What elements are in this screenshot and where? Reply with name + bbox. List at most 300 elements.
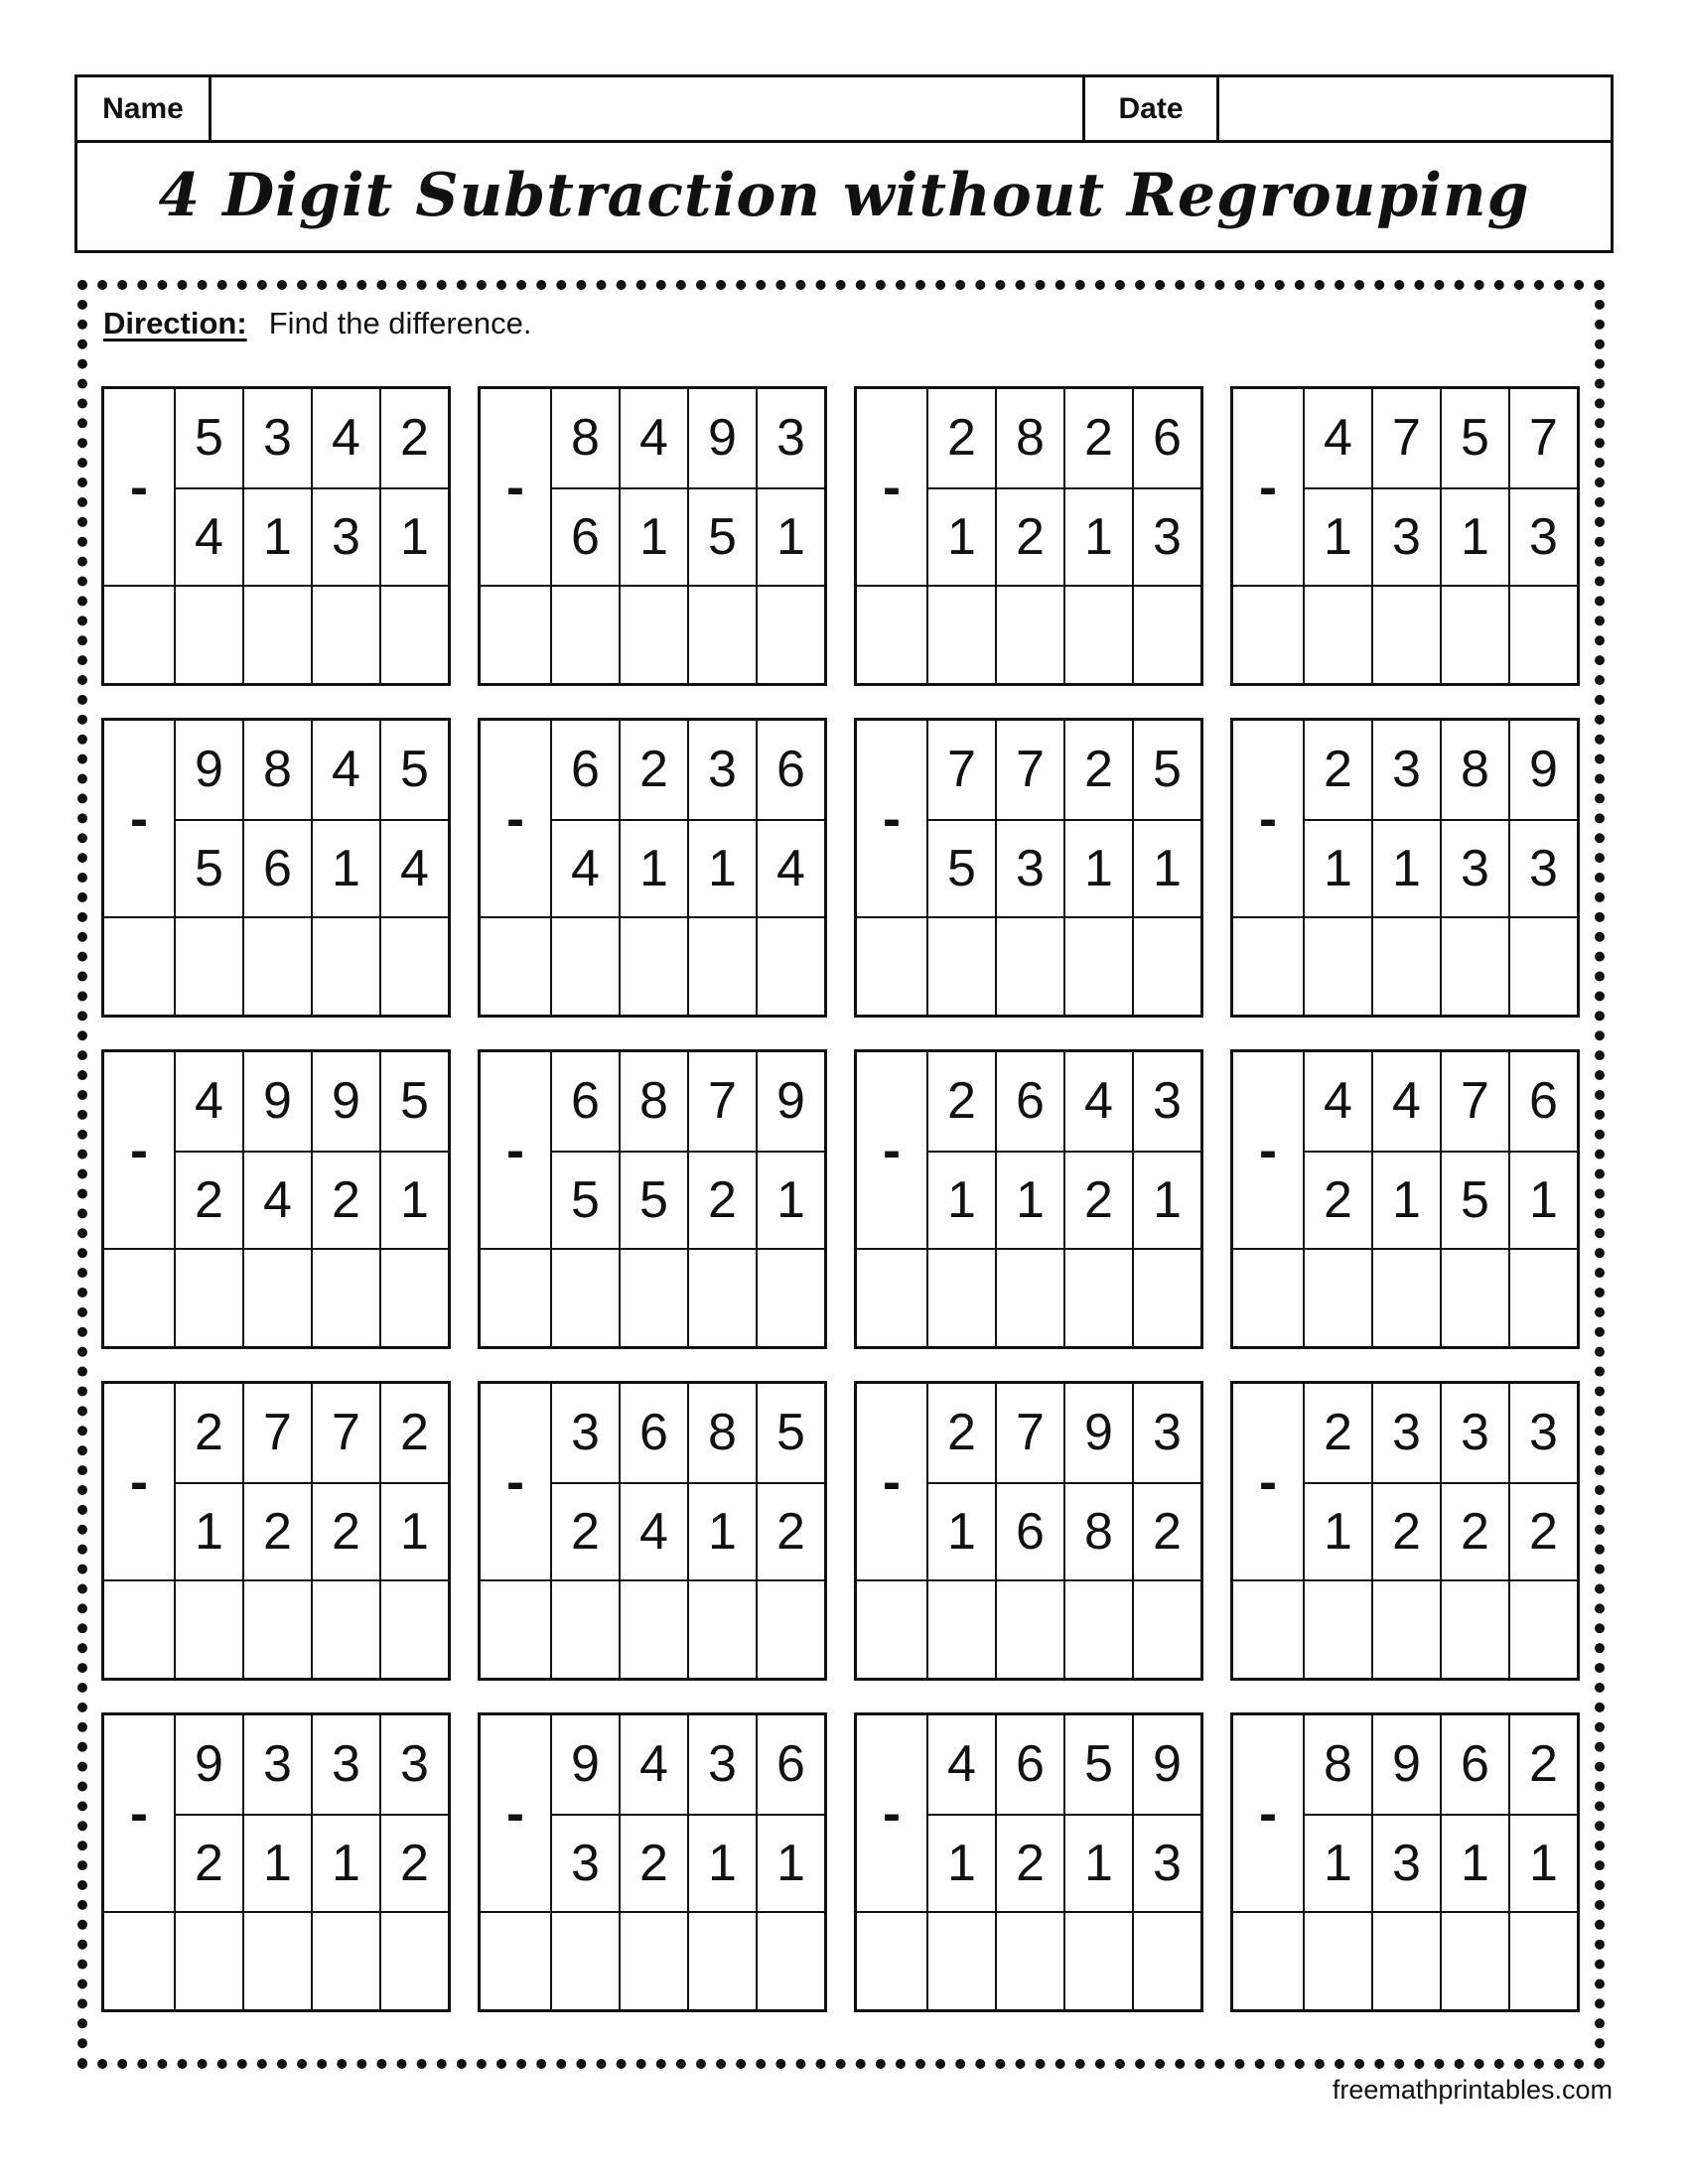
subtrahend-digit: 2 — [174, 1814, 242, 1912]
problem-box — [1230, 1049, 1580, 1349]
problem-box — [478, 1712, 827, 2012]
answer-cell[interactable] — [619, 1248, 687, 1346]
answer-cell[interactable] — [1233, 585, 1303, 683]
minuend-digit: 8 — [1303, 1715, 1371, 1814]
minuend-digit: 5 — [379, 721, 448, 819]
problem-box — [101, 386, 451, 686]
answer-cell[interactable] — [1508, 1579, 1577, 1678]
minus-sign: - — [130, 788, 148, 849]
minuend-digit: 9 — [242, 1052, 311, 1151]
subtrahend-digit: 1 — [1303, 1482, 1371, 1580]
answer-cell[interactable] — [481, 916, 550, 1015]
date-label: Date — [1085, 77, 1219, 140]
answer-cell[interactable] — [379, 1911, 448, 2009]
minus-sign: - — [1259, 1120, 1277, 1180]
problem-box — [854, 386, 1203, 686]
minus-sign: - — [1259, 457, 1277, 517]
answer-cell[interactable] — [619, 585, 687, 683]
answer-cell[interactable] — [1508, 1248, 1577, 1346]
minuend-digit: 3 — [550, 1384, 619, 1482]
problem-box — [478, 1049, 827, 1349]
subtrahend-digit: 1 — [379, 487, 448, 586]
direction — [103, 306, 532, 341]
answer-cell[interactable] — [174, 1248, 242, 1346]
answer-cell[interactable] — [174, 1579, 242, 1678]
minuend-digit: 6 — [1440, 1715, 1508, 1814]
date-field[interactable] — [1219, 77, 1611, 140]
answer-cell[interactable] — [481, 585, 550, 683]
minuend-digit: 4 — [311, 389, 379, 487]
minuend-digit: 3 — [242, 389, 311, 487]
answer-cell[interactable] — [1233, 1579, 1303, 1678]
subtrahend-digit: 5 — [687, 487, 756, 586]
answer-cell[interactable] — [756, 1248, 824, 1346]
answer-cell[interactable] — [550, 1911, 619, 2009]
minuend-digit: 4 — [311, 721, 379, 819]
minuend-digit: 3 — [1508, 1384, 1577, 1482]
answer-cell[interactable] — [1132, 1911, 1200, 2009]
subtrahend-digit: 3 — [550, 1814, 619, 1912]
answer-cell[interactable] — [481, 1579, 550, 1678]
subtrahend-digit: 3 — [1132, 1814, 1200, 1912]
answer-cell[interactable] — [995, 1248, 1063, 1346]
answer-cell[interactable] — [619, 1579, 687, 1678]
minuend-digit: 2 — [619, 721, 687, 819]
answer-cell[interactable] — [481, 1248, 550, 1346]
subtrahend-digit: 8 — [1063, 1482, 1132, 1580]
answer-cell[interactable] — [1371, 585, 1440, 683]
answer-cell[interactable] — [242, 1911, 311, 2009]
answer-cell[interactable] — [926, 916, 995, 1015]
problem-box — [478, 386, 827, 686]
subtrahend-digit: 5 — [1440, 1151, 1508, 1249]
answer-cell[interactable] — [1132, 1248, 1200, 1346]
answer-cell[interactable] — [926, 1579, 995, 1678]
subtrahend-digit: 1 — [1063, 1814, 1132, 1912]
subtrahend-digit: 1 — [756, 1814, 824, 1912]
answer-cell[interactable] — [857, 1579, 926, 1678]
minuend-digit: 3 — [379, 1715, 448, 1814]
subtrahend-digit: 2 — [550, 1482, 619, 1580]
subtrahend-digit: 2 — [619, 1814, 687, 1912]
answer-cell[interactable] — [1063, 1248, 1132, 1346]
subtrahend-digit: 1 — [1303, 487, 1371, 586]
subtrahend-digit: 1 — [1508, 1151, 1577, 1249]
subtrahend-digit: 1 — [1063, 819, 1132, 917]
direction-text: Find the difference. — [268, 306, 532, 341]
answer-cell[interactable] — [995, 1911, 1063, 2009]
minuend-digit: 3 — [311, 1715, 379, 1814]
minuend-digit: 5 — [1440, 389, 1508, 487]
subtrahend-digit: 2 — [756, 1482, 824, 1580]
problem-box — [854, 718, 1203, 1018]
minus-sign: - — [1259, 788, 1277, 849]
minuend-digit: 4 — [1303, 1052, 1371, 1151]
subtrahend-digit: 1 — [926, 1814, 995, 1912]
answer-cell[interactable] — [104, 1911, 174, 2009]
minuend-digit: 7 — [687, 1052, 756, 1151]
problem-box — [1230, 718, 1580, 1018]
answer-cell[interactable] — [857, 916, 926, 1015]
minus-sign: - — [130, 1451, 148, 1512]
subtrahend-digit: 2 — [1440, 1482, 1508, 1580]
minus-sign: - — [883, 457, 901, 517]
subtrahend-digit: 4 — [756, 819, 824, 917]
subtrahend-digit: 2 — [995, 1814, 1063, 1912]
minuend-digit: 7 — [311, 1384, 379, 1482]
minuend-digit: 7 — [926, 721, 995, 819]
minuend-digit: 4 — [619, 389, 687, 487]
subtrahend-digit: 1 — [379, 1151, 448, 1249]
subtrahend-digit: 1 — [1371, 819, 1440, 917]
answer-cell[interactable] — [1371, 1579, 1440, 1678]
answer-cell[interactable] — [1303, 1579, 1371, 1678]
subtrahend-digit: 1 — [1440, 1814, 1508, 1912]
answer-cell[interactable] — [550, 1248, 619, 1346]
answer-cell[interactable] — [687, 585, 756, 683]
subtrahend-digit: 1 — [1371, 1151, 1440, 1249]
subtrahend-digit: 1 — [926, 487, 995, 586]
subtrahend-digit: 3 — [1371, 1814, 1440, 1912]
subtrahend-digit: 1 — [687, 1482, 756, 1580]
subtrahend-digit: 1 — [311, 1814, 379, 1912]
minuend-digit: 5 — [379, 1052, 448, 1151]
minuend-digit: 7 — [1371, 389, 1440, 487]
minuend-digit: 4 — [1303, 389, 1371, 487]
answer-cell[interactable] — [550, 585, 619, 683]
answer-cell[interactable] — [995, 916, 1063, 1015]
subtrahend-digit: 1 — [926, 1151, 995, 1249]
problem-box — [854, 1712, 1203, 2012]
answer-cell[interactable] — [687, 1911, 756, 2009]
minuend-digit: 9 — [687, 389, 756, 487]
subtrahend-digit: 1 — [756, 487, 824, 586]
answer-cell[interactable] — [311, 1579, 379, 1678]
minuend-digit: 2 — [926, 389, 995, 487]
problem-box — [478, 1381, 827, 1681]
answer-cell[interactable] — [1063, 1579, 1132, 1678]
answer-cell[interactable] — [379, 1248, 448, 1346]
answer-cell[interactable] — [1508, 585, 1577, 683]
minus-sign: - — [130, 457, 148, 517]
minuend-digit: 4 — [926, 1715, 995, 1814]
answer-cell[interactable] — [926, 1911, 995, 2009]
minuend-digit: 9 — [1132, 1715, 1200, 1814]
minus-sign: - — [883, 1783, 901, 1843]
subtrahend-digit: 1 — [687, 1814, 756, 1912]
minuend-digit: 6 — [995, 1715, 1063, 1814]
answer-cell[interactable] — [242, 916, 311, 1015]
answer-cell[interactable] — [1233, 916, 1303, 1015]
subtrahend-digit: 2 — [174, 1151, 242, 1249]
minuend-digit: 6 — [550, 721, 619, 819]
subtrahend-digit: 1 — [756, 1151, 824, 1249]
subtrahend-digit: 5 — [550, 1151, 619, 1249]
subtrahend-digit: 1 — [1303, 1814, 1371, 1912]
answer-cell[interactable] — [1440, 585, 1508, 683]
subtrahend-digit: 2 — [687, 1151, 756, 1249]
minuend-digit: 2 — [1303, 721, 1371, 819]
minus-sign: - — [506, 1783, 524, 1843]
answer-cell[interactable] — [1303, 1911, 1371, 2009]
minuend-digit: 3 — [1371, 1384, 1440, 1482]
problem-box — [101, 1049, 451, 1349]
minus-sign: - — [506, 1120, 524, 1180]
answer-cell[interactable] — [756, 1579, 824, 1678]
subtrahend-digit: 2 — [311, 1482, 379, 1580]
minuend-digit: 6 — [550, 1052, 619, 1151]
minuend-digit: 2 — [379, 1384, 448, 1482]
answer-cell[interactable] — [379, 916, 448, 1015]
minuend-digit: 8 — [995, 389, 1063, 487]
subtrahend-digit: 3 — [995, 819, 1063, 917]
minuend-digit: 8 — [242, 721, 311, 819]
subtrahend-digit: 1 — [1440, 487, 1508, 586]
minuend-digit: 9 — [756, 1052, 824, 1151]
minus-sign: - — [883, 788, 901, 849]
answer-cell[interactable] — [311, 916, 379, 1015]
answer-cell[interactable] — [756, 916, 824, 1015]
minuend-digit: 3 — [687, 1715, 756, 1814]
minuend-digit: 7 — [242, 1384, 311, 1482]
answer-cell[interactable] — [995, 1579, 1063, 1678]
answer-cell[interactable] — [857, 585, 926, 683]
problem-grid — [101, 386, 1580, 2012]
subtrahend-digit: 1 — [174, 1482, 242, 1580]
subtrahend-digit: 1 — [687, 819, 756, 917]
minuend-digit: 2 — [174, 1384, 242, 1482]
answer-cell[interactable] — [174, 585, 242, 683]
minuend-digit: 3 — [1371, 721, 1440, 819]
problem-box — [1230, 386, 1580, 686]
answer-cell[interactable] — [756, 585, 824, 683]
subtrahend-digit: 3 — [1371, 487, 1440, 586]
answer-cell[interactable] — [1132, 916, 1200, 1015]
minuend-digit: 8 — [619, 1052, 687, 1151]
subtrahend-digit: 2 — [1063, 1151, 1132, 1249]
answer-cell[interactable] — [311, 1911, 379, 2009]
minuend-digit: 4 — [619, 1715, 687, 1814]
minuend-digit: 3 — [687, 721, 756, 819]
minuend-digit: 7 — [1440, 1052, 1508, 1151]
subtrahend-digit: 3 — [1508, 819, 1577, 917]
subtrahend-digit: 4 — [242, 1151, 311, 1249]
answer-cell[interactable] — [1508, 916, 1577, 1015]
name-date-row — [77, 77, 1611, 143]
subtrahend-digit: 1 — [242, 1814, 311, 1912]
answer-cell[interactable] — [242, 585, 311, 683]
minuend-digit: 6 — [1508, 1052, 1577, 1151]
answer-cell[interactable] — [550, 1579, 619, 1678]
answer-cell[interactable] — [687, 1248, 756, 1346]
subtrahend-digit: 2 — [1132, 1482, 1200, 1580]
answer-cell[interactable] — [926, 1248, 995, 1346]
answer-cell[interactable] — [174, 916, 242, 1015]
subtrahend-digit: 5 — [619, 1151, 687, 1249]
minus-sign: - — [1259, 1451, 1277, 1512]
subtrahend-digit: 1 — [619, 487, 687, 586]
minuend-digit: 7 — [995, 1384, 1063, 1482]
minuend-digit: 9 — [311, 1052, 379, 1151]
minuend-digit: 4 — [174, 1052, 242, 1151]
answer-cell[interactable] — [311, 1248, 379, 1346]
answer-cell[interactable] — [174, 1911, 242, 2009]
subtrahend-digit: 2 — [1303, 1151, 1371, 1249]
minuend-digit: 6 — [756, 1715, 824, 1814]
problem-box — [101, 718, 451, 1018]
problem-box — [478, 718, 827, 1018]
subtrahend-digit: 1 — [379, 1482, 448, 1580]
minuend-digit: 9 — [1063, 1384, 1132, 1482]
answer-cell[interactable] — [687, 916, 756, 1015]
answer-cell[interactable] — [311, 585, 379, 683]
minus-sign: - — [130, 1783, 148, 1843]
minuend-digit: 4 — [1371, 1052, 1440, 1151]
minuend-digit: 4 — [1063, 1052, 1132, 1151]
answer-cell[interactable] — [481, 1911, 550, 2009]
answer-cell[interactable] — [242, 1579, 311, 1678]
answer-cell[interactable] — [857, 1248, 926, 1346]
answer-cell[interactable] — [104, 1248, 174, 1346]
answer-cell[interactable] — [857, 1911, 926, 2009]
minus-sign: - — [883, 1120, 901, 1180]
subtrahend-digit: 3 — [1132, 487, 1200, 586]
minuend-digit: 2 — [1063, 721, 1132, 819]
answer-cell[interactable] — [379, 585, 448, 683]
answer-cell[interactable] — [619, 916, 687, 1015]
answer-cell[interactable] — [1371, 1911, 1440, 2009]
answer-cell[interactable] — [104, 585, 174, 683]
answer-cell[interactable] — [1303, 1248, 1371, 1346]
answer-cell[interactable] — [1440, 916, 1508, 1015]
answer-cell[interactable] — [1303, 585, 1371, 683]
subtrahend-digit: 3 — [1440, 819, 1508, 917]
subtrahend-digit: 1 — [311, 819, 379, 917]
problem-box — [1230, 1381, 1580, 1681]
answer-cell[interactable] — [619, 1911, 687, 2009]
answer-cell[interactable] — [550, 916, 619, 1015]
subtrahend-digit: 5 — [926, 819, 995, 917]
answer-cell[interactable] — [242, 1248, 311, 1346]
minuend-digit: 3 — [756, 389, 824, 487]
answer-cell[interactable] — [1371, 916, 1440, 1015]
minuend-digit: 7 — [1508, 389, 1577, 487]
answer-cell[interactable] — [1132, 1579, 1200, 1678]
minuend-digit: 9 — [1371, 1715, 1440, 1814]
answer-cell[interactable] — [687, 1579, 756, 1678]
minuend-digit: 9 — [550, 1715, 619, 1814]
minuend-digit: 2 — [1063, 389, 1132, 487]
answer-cell[interactable] — [1371, 1248, 1440, 1346]
answer-cell[interactable] — [1063, 916, 1132, 1015]
name-field[interactable] — [211, 77, 1085, 140]
minuend-digit: 3 — [1440, 1384, 1508, 1482]
minuend-digit: 5 — [1132, 721, 1200, 819]
subtrahend-digit: 1 — [1063, 487, 1132, 586]
minus-sign: - — [883, 1451, 901, 1512]
subtrahend-digit: 1 — [1303, 819, 1371, 917]
subtrahend-digit: 2 — [1508, 1482, 1577, 1580]
answer-cell[interactable] — [104, 916, 174, 1015]
minuend-digit: 5 — [1063, 1715, 1132, 1814]
subtrahend-digit: 6 — [995, 1482, 1063, 1580]
minus-sign: - — [506, 457, 524, 517]
minuend-digit: 3 — [1132, 1384, 1200, 1482]
worksheet-title: 4 Digit Subtraction without Regrouping — [158, 160, 1530, 230]
answer-cell[interactable] — [1233, 1248, 1303, 1346]
subtrahend-digit: 4 — [550, 819, 619, 917]
minuend-digit: 5 — [174, 389, 242, 487]
minuend-digit: 2 — [926, 1384, 995, 1482]
minuend-digit: 8 — [550, 389, 619, 487]
minus-sign: - — [1259, 1783, 1277, 1843]
answer-cell[interactable] — [1440, 1911, 1508, 2009]
minuend-digit: 8 — [1440, 721, 1508, 819]
answer-cell[interactable] — [1063, 1911, 1132, 2009]
minuend-digit: 8 — [687, 1384, 756, 1482]
subtrahend-digit: 4 — [379, 819, 448, 917]
minuend-digit: 2 — [379, 389, 448, 487]
answer-cell[interactable] — [1132, 585, 1200, 683]
subtrahend-digit: 5 — [174, 819, 242, 917]
minuend-digit: 7 — [995, 721, 1063, 819]
answer-cell[interactable] — [104, 1579, 174, 1678]
answer-cell[interactable] — [1440, 1248, 1508, 1346]
answer-cell[interactable] — [1303, 916, 1371, 1015]
minuend-digit: 9 — [174, 721, 242, 819]
subtrahend-digit: 1 — [242, 487, 311, 586]
subtrahend-digit: 2 — [995, 487, 1063, 586]
answer-cell[interactable] — [1063, 585, 1132, 683]
minuend-digit: 2 — [1508, 1715, 1577, 1814]
worksheet-header — [74, 74, 1614, 253]
minus-sign: - — [506, 1451, 524, 1512]
minuend-digit: 6 — [995, 1052, 1063, 1151]
minuend-digit: 3 — [1132, 1052, 1200, 1151]
subtrahend-digit: 2 — [379, 1814, 448, 1912]
subtrahend-digit: 6 — [242, 819, 311, 917]
name-label: Name — [77, 77, 211, 140]
answer-cell[interactable] — [1440, 1579, 1508, 1678]
subtrahend-digit: 4 — [619, 1482, 687, 1580]
minuend-digit: 2 — [1303, 1384, 1371, 1482]
problem-box — [101, 1712, 451, 2012]
subtrahend-digit: 1 — [1132, 819, 1200, 917]
answer-cell[interactable] — [1508, 1911, 1577, 2009]
minuend-digit: 6 — [756, 721, 824, 819]
answer-cell[interactable] — [926, 585, 995, 683]
minuend-digit: 2 — [926, 1052, 995, 1151]
problem-box — [101, 1381, 451, 1681]
minuend-digit: 6 — [1132, 389, 1200, 487]
subtrahend-digit: 1 — [995, 1151, 1063, 1249]
answer-cell[interactable] — [995, 585, 1063, 683]
direction-label: Direction: — [103, 306, 247, 341]
subtrahend-digit: 1 — [926, 1482, 995, 1580]
minuend-digit: 5 — [756, 1384, 824, 1482]
problem-box — [854, 1381, 1203, 1681]
subtrahend-digit: 3 — [1508, 487, 1577, 586]
subtrahend-digit: 2 — [1371, 1482, 1440, 1580]
problem-box — [1230, 1712, 1580, 2012]
problem-box — [854, 1049, 1203, 1349]
answer-cell[interactable] — [1233, 1911, 1303, 2009]
minus-sign: - — [130, 1120, 148, 1180]
answer-cell[interactable] — [756, 1911, 824, 2009]
minuend-digit: 9 — [1508, 721, 1577, 819]
answer-cell[interactable] — [379, 1579, 448, 1678]
subtrahend-digit: 2 — [242, 1482, 311, 1580]
